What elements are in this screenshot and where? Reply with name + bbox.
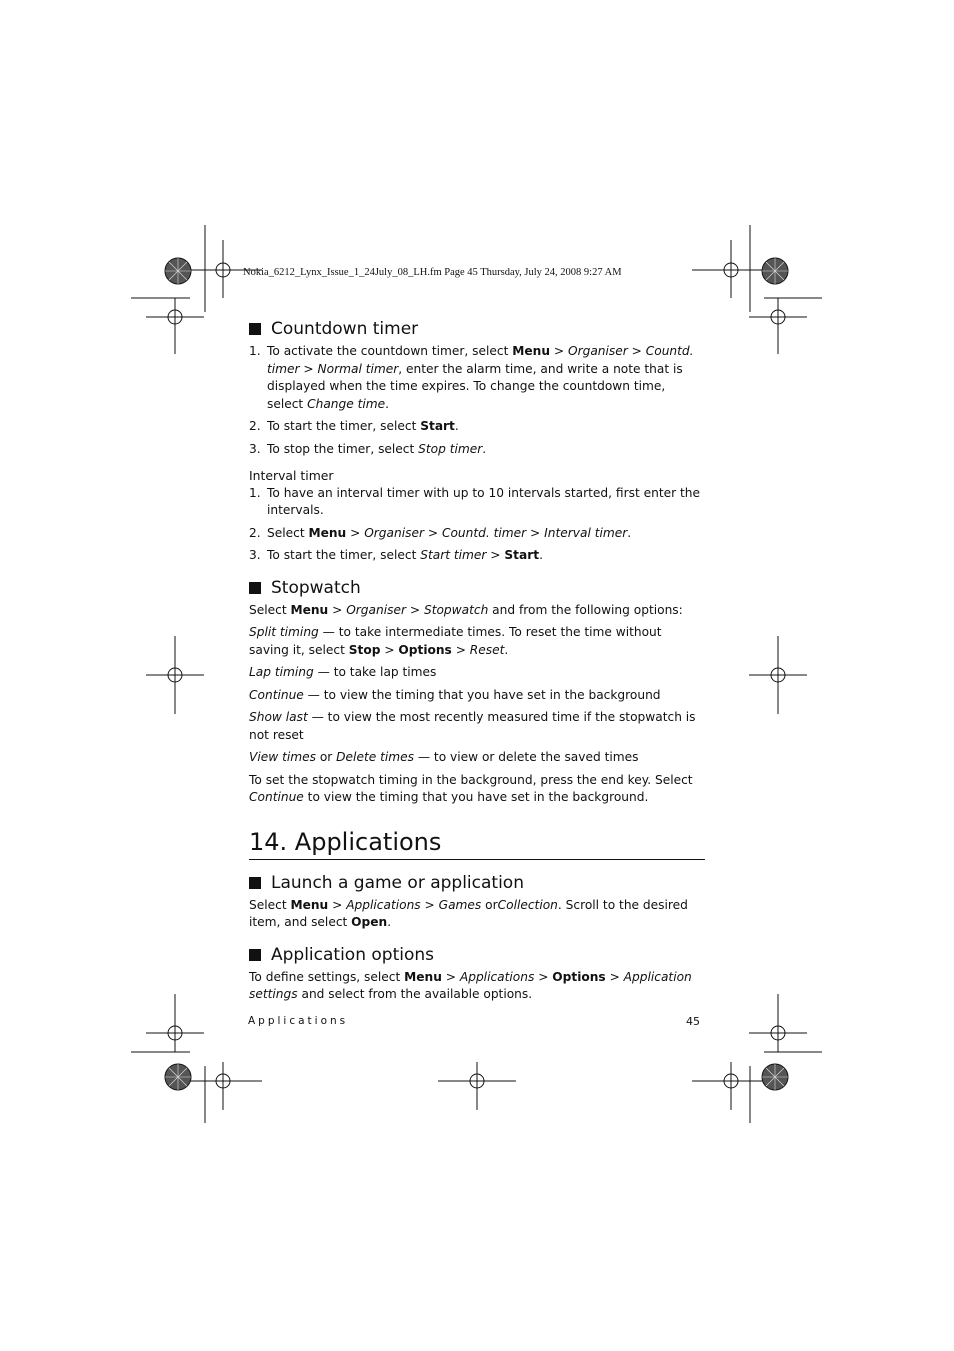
list-item — [249, 343, 705, 413]
list-item — [249, 547, 705, 565]
step-number: 1. — [249, 485, 261, 500]
square-bullet-icon — [249, 877, 261, 889]
square-bullet-icon — [249, 582, 261, 594]
step-text: To start the timer, select Start. — [267, 419, 459, 433]
print-slug: Nokia_6212_Lynx_Issue_1_24July_08_LH.fm Page 45 Thursday, July 24, 2008 9:27 AM — [243, 267, 622, 278]
countdown-heading-text: Countdown timer — [271, 319, 419, 339]
countdown-steps — [249, 343, 705, 458]
countdown-heading — [249, 318, 705, 340]
chapter-title: 14. Applications — [249, 827, 705, 860]
stopwatch-heading-text: Stopwatch — [271, 577, 361, 598]
page-content — [249, 318, 705, 1009]
paragraph: Select Menu > Applications > Games orCollection. Scroll to the desired item, and select Open. — [249, 897, 688, 929]
paragraph: Show last — to view the most recently measured time if the stopwatch is not reset — [249, 710, 696, 742]
stopwatch-heading — [249, 577, 705, 599]
step-text: To start the timer, select Start timer > Start. — [267, 548, 543, 562]
app-options-heading — [249, 944, 705, 966]
step-number: 3. — [249, 441, 261, 456]
list-item — [249, 441, 705, 459]
step-text: To have an interval timer with up to 10 intervals started, first enter the intervals. — [267, 485, 700, 517]
launch-heading-text: Launch a game or application — [271, 872, 524, 893]
paragraph: To define settings, select Menu > Applications > Options > Application settings and select from the available options. — [249, 969, 692, 1001]
footer-section-name: Applications — [248, 1015, 349, 1027]
list-item — [249, 485, 705, 520]
list-item — [249, 525, 705, 543]
step-text: To activate the countdown timer, select Menu > Organiser > Countd. timer > Normal timer, enter the alarm time, and write a note that is displayed when the time expires. To change the countdown time, select Change time. — [267, 344, 694, 411]
app-options-heading-text: Application options — [271, 944, 435, 965]
paragraph: Split timing — to take intermediate times. To reset the time without saving it, select Stop > Options > Reset. — [249, 625, 662, 657]
step-text: Select Menu > Organiser > Countd. timer > Interval timer. — [267, 525, 632, 540]
launch-heading — [249, 872, 705, 894]
page-number: 45 — [686, 1015, 700, 1028]
interval-timer-heading: Interval timer — [249, 468, 334, 483]
square-bullet-icon — [249, 323, 261, 335]
list-item — [249, 418, 705, 436]
step-number: 3. — [249, 548, 261, 562]
step-number: 1. — [249, 344, 261, 358]
step-text: To stop the timer, select Stop timer. — [267, 441, 487, 456]
paragraph: Select Menu > Organiser > Stopwatch and from the following options: — [249, 602, 683, 617]
paragraph: Lap timing — to take lap times — [249, 665, 437, 679]
paragraph: View times or Delete times — to view or delete the saved times — [249, 750, 639, 764]
step-number: 2. — [249, 419, 261, 433]
step-number: 2. — [249, 525, 261, 540]
square-bullet-icon — [249, 949, 261, 961]
paragraph: Continue — to view the timing that you have set in the background — [249, 687, 661, 702]
paragraph: To set the stopwatch timing in the background, press the end key. Select Continue to view the timing that you have set in the background. — [249, 772, 693, 804]
interval-steps — [249, 485, 705, 565]
